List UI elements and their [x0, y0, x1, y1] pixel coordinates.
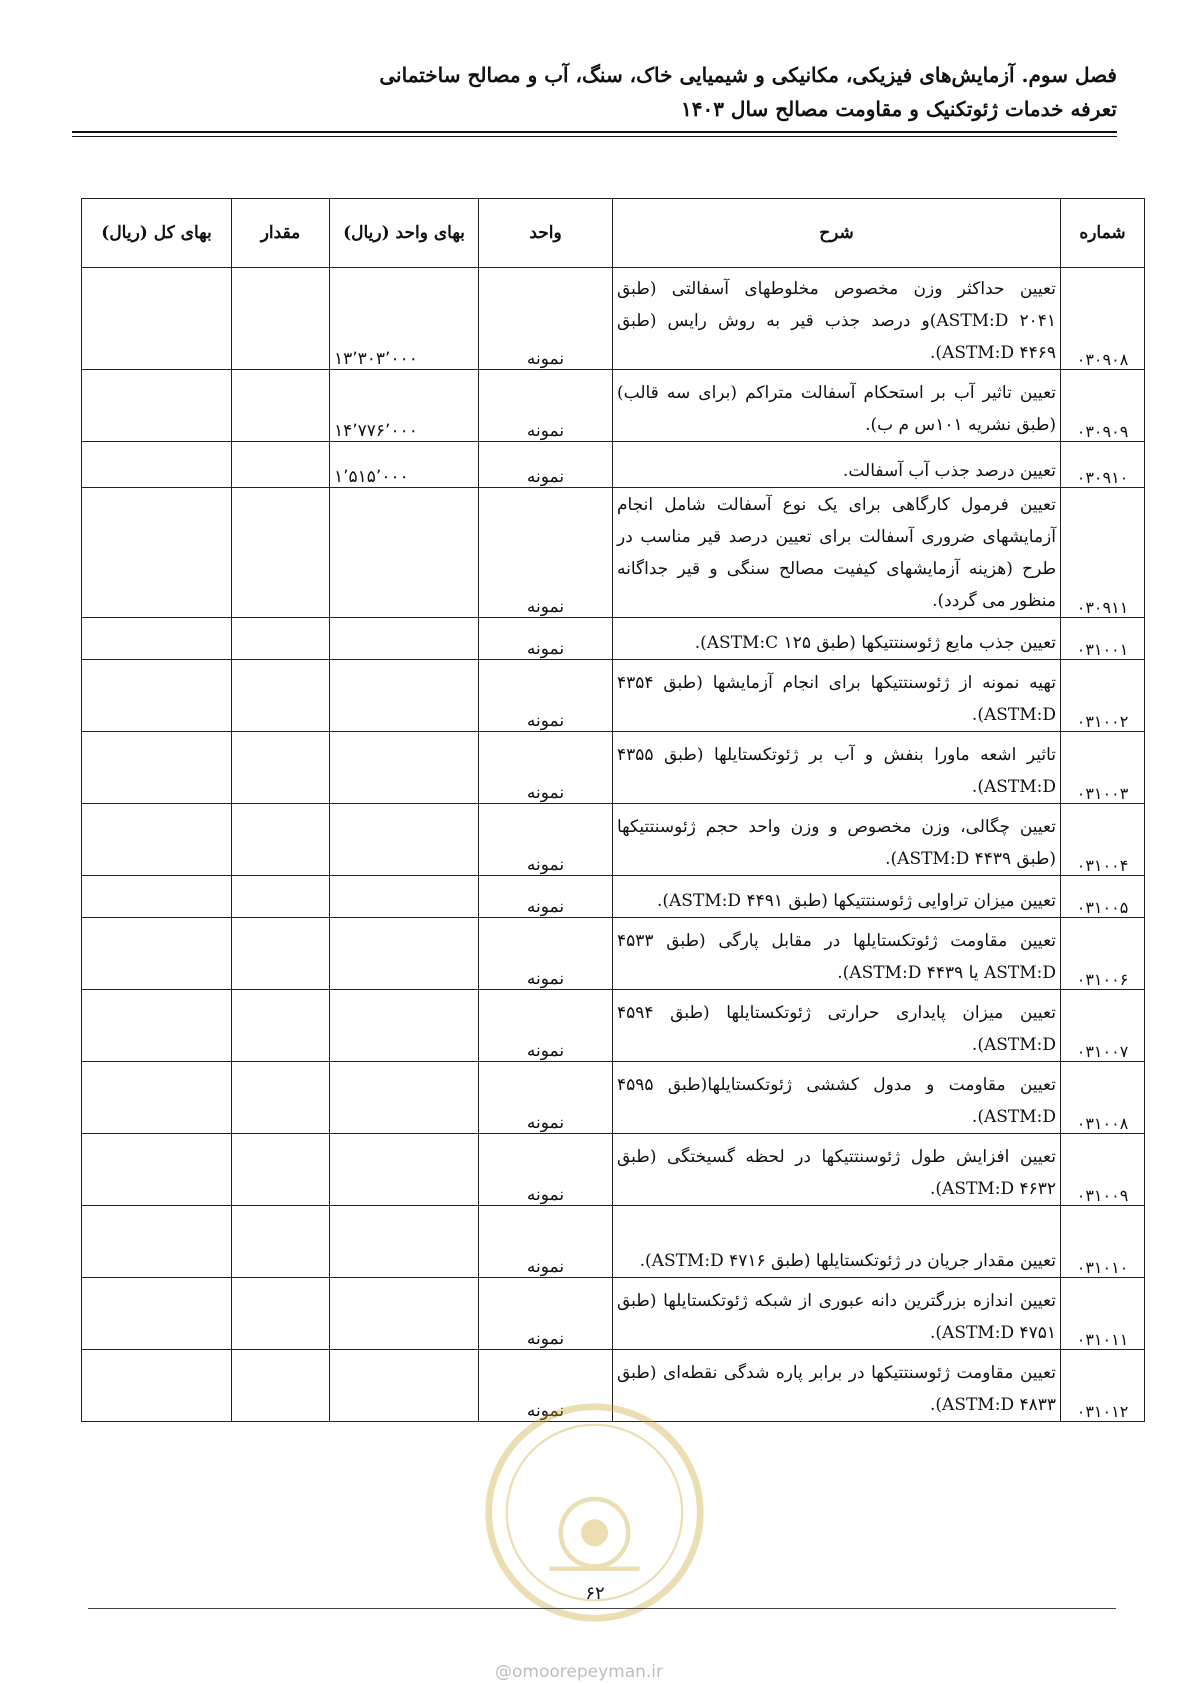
- row-description: تعیین مقدار جریان در ژئوتکستایلها (طبق ۴۷۱۶ ASTM:D).: [613, 1206, 1061, 1278]
- row-code: ۰۳۰۹۱۰: [1061, 442, 1145, 488]
- table-row: [82, 918, 1145, 990]
- row-total: [82, 1206, 232, 1278]
- row-description: تعیین میزان تراوایی ژئوسنتتیکها (طبق ASTM:D ۴۴۹۱).: [613, 876, 1061, 918]
- row-quantity: [232, 442, 330, 488]
- row-total: [82, 990, 232, 1062]
- row-code: ۰۳۱۰۰۷: [1061, 990, 1145, 1062]
- row-description: تعیین فرمول کارگاهی برای یک نوع آسفالت شامل انجام آزمایشهای ضروری آسفالت برای تعیین درصد قیر مناسب در طرح (هزینه آزمایشهای کیفیت مصالح سنگی و قیر جداگانه منظور می گردد).: [613, 488, 1061, 618]
- header-rule-thick: [72, 131, 1117, 133]
- row-quantity: [232, 1134, 330, 1206]
- row-total: [82, 1350, 232, 1422]
- row-total: [82, 370, 232, 442]
- row-unit: نمونه: [479, 1350, 613, 1422]
- table-row: [82, 618, 1145, 660]
- row-code: ۰۳۰۹۱۱: [1061, 488, 1145, 618]
- row-unit-price: [330, 1206, 479, 1278]
- row-quantity: [232, 1062, 330, 1134]
- row-unit: نمونه: [479, 442, 613, 488]
- row-unit-price: [330, 618, 479, 660]
- row-unit: نمونه: [479, 876, 613, 918]
- row-total: [82, 488, 232, 618]
- table-row: [82, 1206, 1145, 1278]
- row-total: [82, 732, 232, 804]
- header-rule-thin: [72, 136, 1117, 137]
- row-code: ۰۳۱۰۱۱: [1061, 1278, 1145, 1350]
- table-body: [82, 268, 1145, 1422]
- row-unit-price: [330, 1062, 479, 1134]
- row-total: [82, 876, 232, 918]
- row-unit: نمونه: [479, 804, 613, 876]
- table-row: [82, 268, 1145, 370]
- row-unit-price: [330, 488, 479, 618]
- row-description: تعیین مقاومت ژئوتکستایلها در مقابل پارگی (طبق ۴۵۳۳ ASTM:D یا ASTM:D ۴۴۳۹).: [613, 918, 1061, 990]
- row-quantity: [232, 990, 330, 1062]
- row-unit-price: ۱۳٬۳۰۳٬۰۰۰: [330, 268, 479, 370]
- row-total: [82, 442, 232, 488]
- row-unit: نمونه: [479, 1206, 613, 1278]
- row-unit: نمونه: [479, 1134, 613, 1206]
- row-total: [82, 618, 232, 660]
- row-total: [82, 268, 232, 370]
- row-unit-price: [330, 804, 479, 876]
- row-unit-price: [330, 732, 479, 804]
- row-total: [82, 1062, 232, 1134]
- row-code: ۰۳۱۰۱۲: [1061, 1350, 1145, 1422]
- row-unit-price: [330, 660, 479, 732]
- row-description: تعیین تاثیر آب بر استحکام آسفالت متراکم (برای سه قالب) (طبق نشریه ۱۰۱س م ب).: [613, 370, 1061, 442]
- row-unit: نمونه: [479, 1062, 613, 1134]
- row-unit: نمونه: [479, 732, 613, 804]
- header-description: شرح: [613, 199, 1061, 268]
- row-unit-price: [330, 876, 479, 918]
- row-description: تعیین چگالی، وزن مخصوص و وزن واحد حجم ژئوسنتتیکها (طبق ASTM:D ۴۴۳۹).: [613, 804, 1061, 876]
- row-quantity: [232, 1278, 330, 1350]
- row-description: تعیین افزایش طول ژئوسنتتیکها در لحظه گسیختگی (طبق ASTM:D ۴۶۳۲).: [613, 1134, 1061, 1206]
- page-header: [72, 58, 1117, 126]
- row-total: [82, 918, 232, 990]
- row-quantity: [232, 876, 330, 918]
- row-quantity: [232, 918, 330, 990]
- header-unit-price: بهای واحد (ریال): [330, 199, 479, 268]
- row-unit-price: [330, 1134, 479, 1206]
- row-description: تعیین جذب مایع ژئوسنتتیکها (طبق ASTM:C ۱۲۵).: [613, 618, 1061, 660]
- row-description: تهیه نمونه از ژئوسنتتیکها برای انجام آزمایشها (طبق ۴۳۵۴ ASTM:D).: [613, 660, 1061, 732]
- row-code: ۰۳۱۰۰۱: [1061, 618, 1145, 660]
- row-total: [82, 1134, 232, 1206]
- row-quantity: [232, 488, 330, 618]
- table-row: [82, 1278, 1145, 1350]
- table-row: [82, 1134, 1145, 1206]
- row-unit-price: [330, 1278, 479, 1350]
- row-unit: نمونه: [479, 918, 613, 990]
- row-unit: نمونه: [479, 660, 613, 732]
- row-total: [82, 1278, 232, 1350]
- row-code: ۰۳۱۰۰۳: [1061, 732, 1145, 804]
- row-code: ۰۳۰۹۰۹: [1061, 370, 1145, 442]
- row-quantity: [232, 370, 330, 442]
- row-description: تعیین میزان پایداری حرارتی ژئوتکستایلها (طبق ۴۵۹۴ ASTM:D).: [613, 990, 1061, 1062]
- row-description: تعیین اندازه بزرگترین دانه عبوری از شبکه ژئوتکستایلها (طبق ASTM:D ۴۷۵۱).: [613, 1278, 1061, 1350]
- row-unit: نمونه: [479, 1278, 613, 1350]
- row-quantity: [232, 1206, 330, 1278]
- row-code: ۰۳۱۰۰۸: [1061, 1062, 1145, 1134]
- watermark-text: @omoorepeyman.ir: [495, 1662, 664, 1682]
- table-header-row: [82, 199, 1145, 268]
- row-quantity: [232, 732, 330, 804]
- row-code: ۰۳۱۰۰۴: [1061, 804, 1145, 876]
- row-quantity: [232, 268, 330, 370]
- row-unit: نمونه: [479, 990, 613, 1062]
- row-code: ۰۳۱۰۰۶: [1061, 918, 1145, 990]
- table-row: [82, 732, 1145, 804]
- row-unit: نمونه: [479, 488, 613, 618]
- table-row: [82, 990, 1145, 1062]
- row-quantity: [232, 1350, 330, 1422]
- row-code: ۰۳۰۹۰۸: [1061, 268, 1145, 370]
- row-unit: نمونه: [479, 618, 613, 660]
- chapter-title: فصل سوم. آزمایش‌های فیزیکی، مکانیکی و شیمیایی خاک، سنگ، آب و مصالح ساختمانی: [379, 63, 1117, 87]
- table-row: [82, 804, 1145, 876]
- header-code: شماره: [1061, 199, 1145, 268]
- row-unit-price: [330, 990, 479, 1062]
- table-row: [82, 660, 1145, 732]
- row-total: [82, 660, 232, 732]
- row-unit: نمونه: [479, 370, 613, 442]
- row-description: تعیین مقاومت ژئوسنتتیکها در برابر پاره شدگی نقطه‌ای (طبق ASTM:D ۴۸۳۳).: [613, 1350, 1061, 1422]
- row-description: تاثیر اشعه ماورا بنفش و آب بر ژئوتکستایلها (طبق ۴۳۵۵ ASTM:D).: [613, 732, 1061, 804]
- document-title: تعرفه خدمات ژئوتکنیک و مقاومت مصالح سال ۱۴۰۳: [680, 97, 1117, 121]
- footer-rule: [88, 1608, 1116, 1609]
- row-quantity: [232, 804, 330, 876]
- row-unit: نمونه: [479, 268, 613, 370]
- row-code: ۰۳۱۰۰۵: [1061, 876, 1145, 918]
- table-row: [82, 876, 1145, 918]
- header-unit: واحد: [479, 199, 613, 268]
- row-code: ۰۳۱۰۱۰: [1061, 1206, 1145, 1278]
- table-row: [82, 442, 1145, 488]
- row-quantity: [232, 618, 330, 660]
- row-description: تعیین حداکثر وزن مخصوص مخلوطهای آسفالتی (طبق ASTM:D ۲۰۴۱)و درصد جذب قیر به روش رایس (طبق ASTM:D ۴۴۶۹).: [613, 268, 1061, 370]
- table-row: [82, 370, 1145, 442]
- header-total: بهای کل (ریال): [82, 199, 232, 268]
- row-description: تعیین درصد جذب آب آسفالت.: [613, 442, 1061, 488]
- row-code: ۰۳۱۰۰۲: [1061, 660, 1145, 732]
- row-quantity: [232, 660, 330, 732]
- tariff-table: [81, 198, 1145, 1422]
- row-unit-price: ۱۴٬۷۷۶٬۰۰۰: [330, 370, 479, 442]
- row-unit-price: ۱٬۵۱۵٬۰۰۰: [330, 442, 479, 488]
- row-description: تعیین مقاومت و مدول کششی ژئوتکستایلها(طبق ۴۵۹۵ ASTM:D).: [613, 1062, 1061, 1134]
- table-row: [82, 488, 1145, 618]
- row-unit-price: [330, 1350, 479, 1422]
- page-number: ۶۲: [585, 1583, 605, 1604]
- row-total: [82, 804, 232, 876]
- header-quantity: مقدار: [232, 199, 330, 268]
- row-unit-price: [330, 918, 479, 990]
- table-row: [82, 1062, 1145, 1134]
- row-code: ۰۳۱۰۰۹: [1061, 1134, 1145, 1206]
